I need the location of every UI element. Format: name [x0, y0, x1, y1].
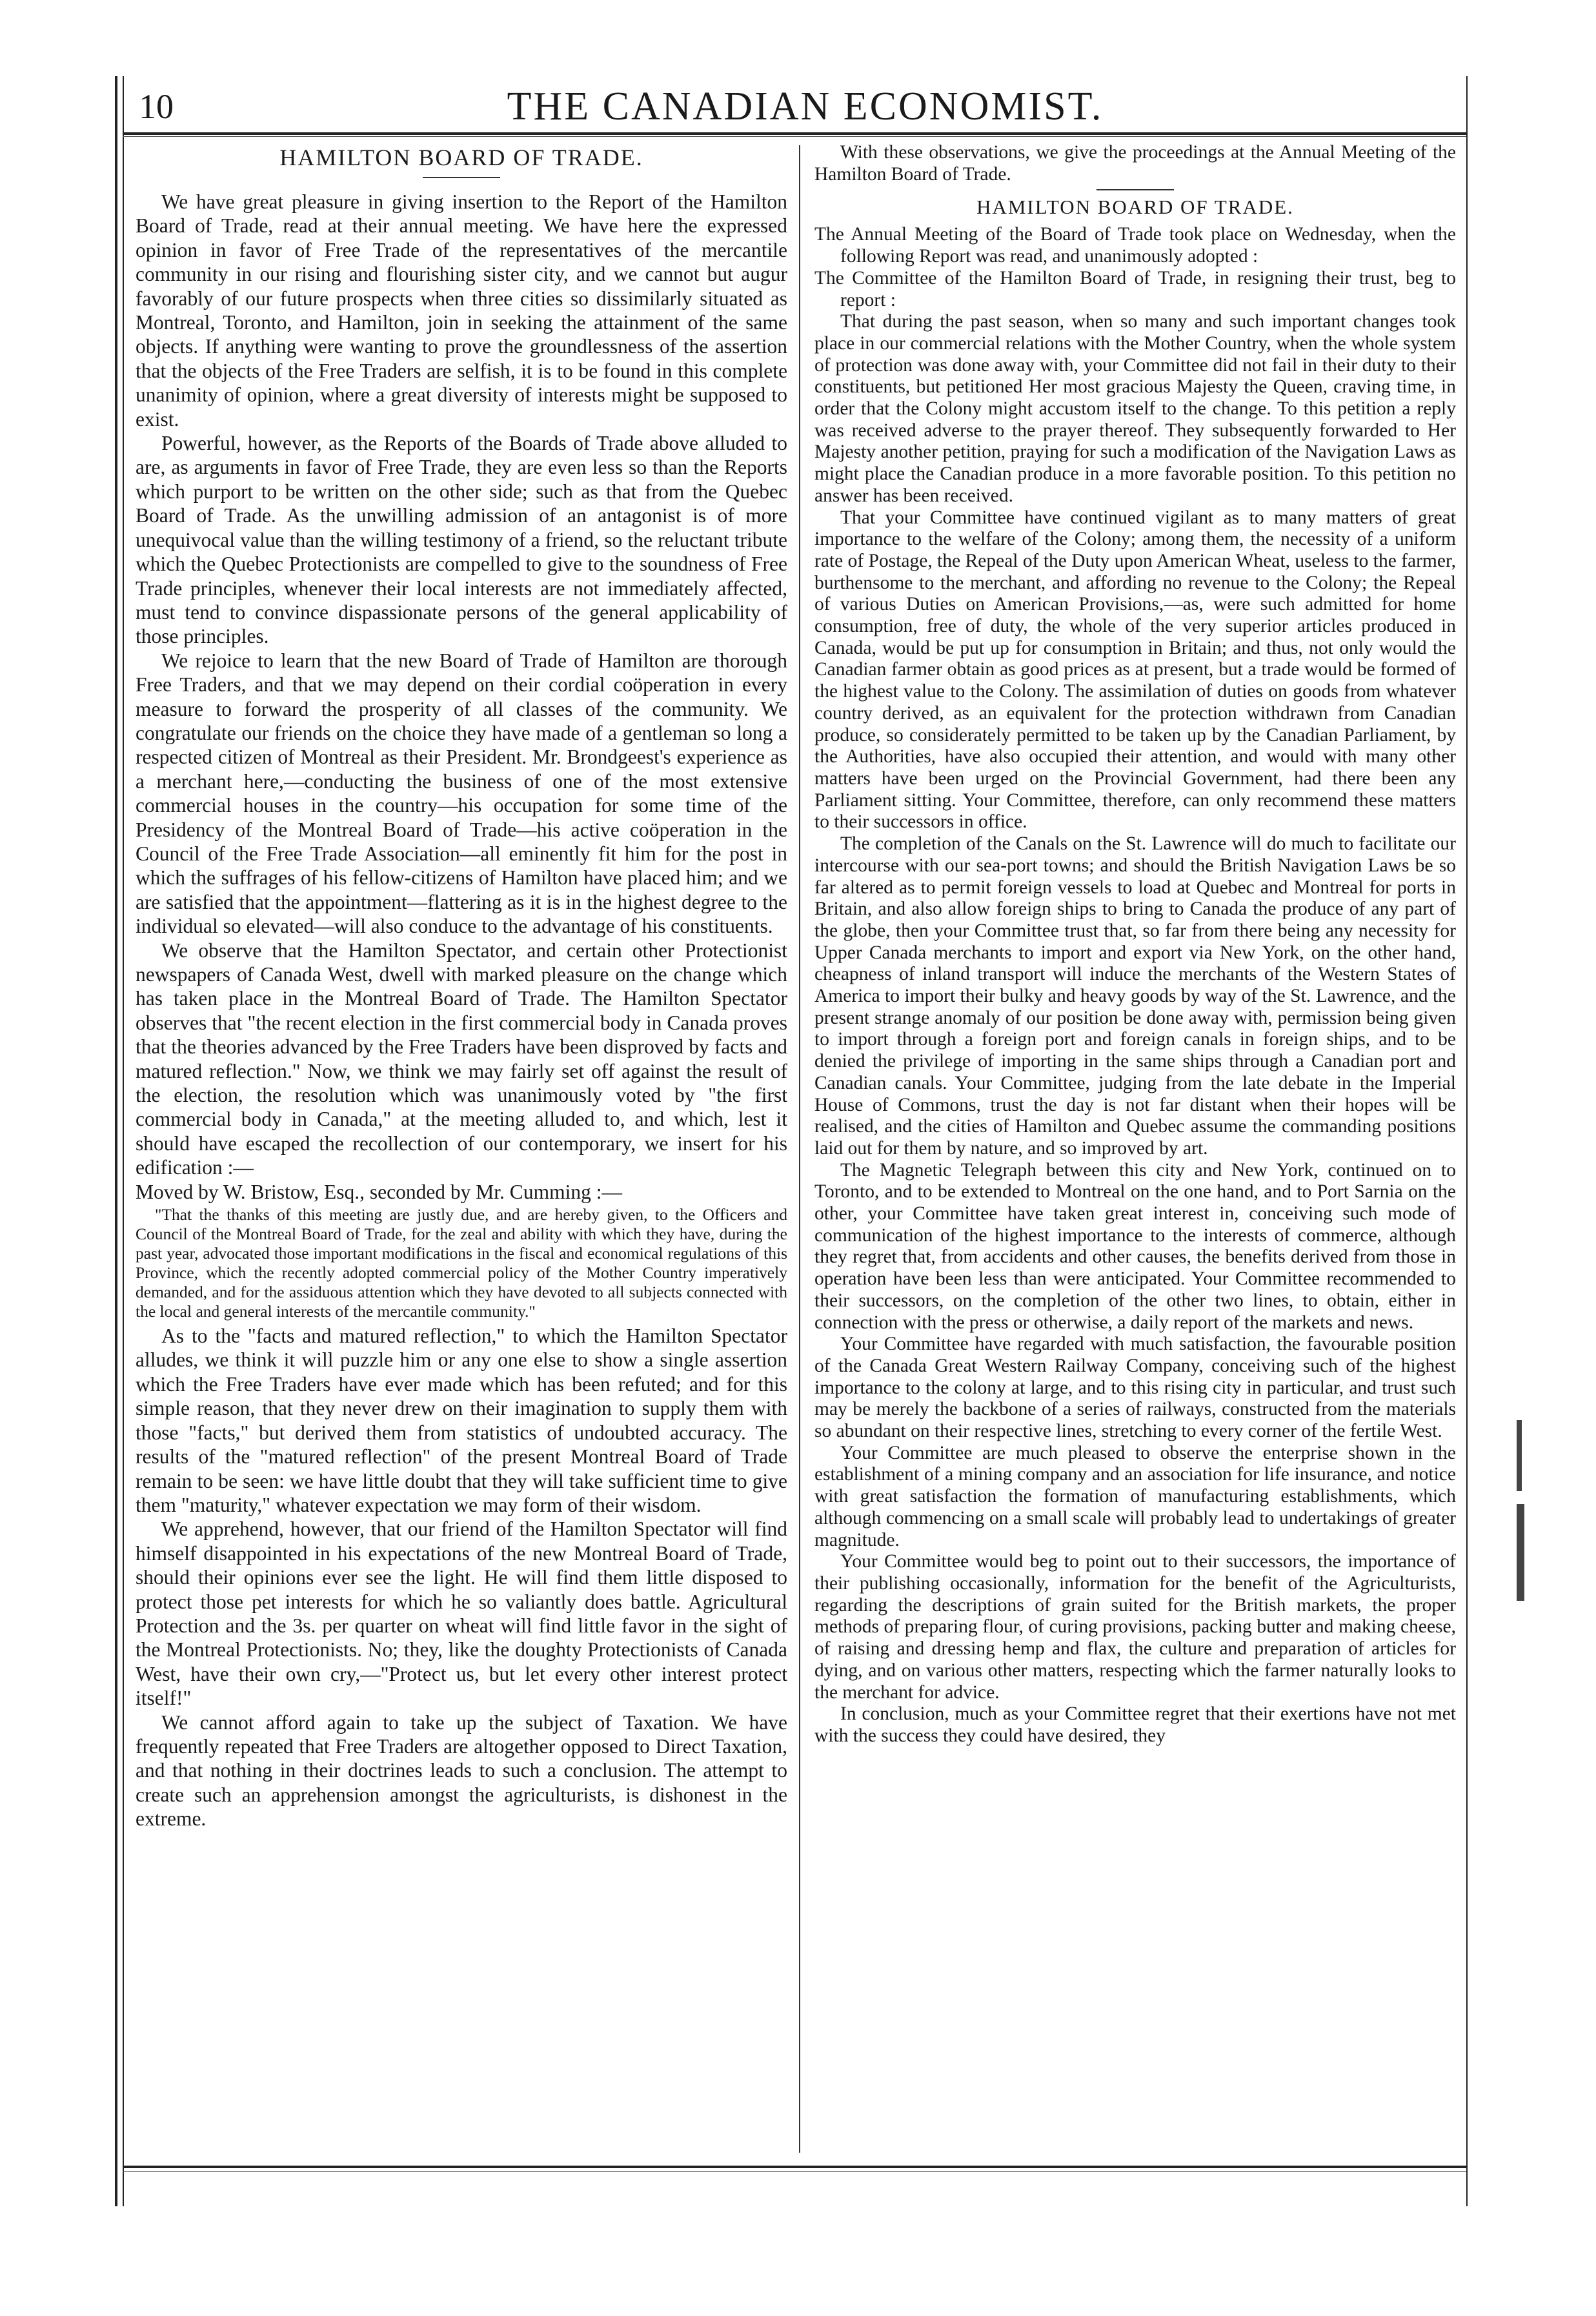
article-paragraph: We rejoice to learn that the new Board of Trade of Hamilton are thorough Free Traders, and that we may depend on their cordial coöperation in every measure to forward the prosperity of all classes of the community. We congratulate our friends on the choice they have made of a gentleman so long a respected citizen of Montreal as their President. Mr. Brondgeest's experience as a merchant here,—conducting the business of one of the most extensive commercial houses in the country—his occupation for some time of the Presidency of the Montreal Board of Trade—his active coöperation in the Council of the Free Trade Association—all eminently fit him for the post in which the suffrages of his fellow-citizens of Hamilton have placed him; and we are satisfied that the appointment—flattering as it is in the highest degree to the individual so elevated—will also conduce to the advantage of his constituents.	[136, 649, 787, 938]
footer-rule-thin	[123, 2171, 1466, 2172]
footer-rule	[123, 2166, 1466, 2168]
report-paragraph: That your Committee have continued vigilant as to many matters of great importance to the welfare of the Colony; among them, the necessity of a uniform rate of Postage, the Repeal of the Duty upon American Wheat, useless to the farmer, burthensome to the merchant, and affording no revenue to the Colony; the Repeal of various Duties on American Provisions,—as, were such admitted for home consumption, free of duty, the whole of the very superior articles produced in Canada, would be put up for consumption in Britain; and thus, not only would the Canadian farmer obtain as good prices as at present, but a trade would be formed of the highest value to the Colony. The assimilation of duties on goods from whatever country derived, as an equivalent for the protection withdrawn from Canadian produce, so considerately permitted to be taken up by the Canadian Parliament, by the Authorities, have also occupied their attention, and would with many other matters have been urged on the Provincial Government, had there been any Parliament sitting. Your Committee, therefore, can only recommend these matters to their successors in office.	[814, 507, 1456, 833]
report-paragraph: Your Committee have regarded with much satisfaction, the favourable position of the Canada Great Western Railway Company, conceiving such of the highest importance to the colony at large, and to this rising city in particular, and trust such may be merely the backbone of a series of railways, constructed from the materials so abundant on their respective lines, stretching to every corner of the fertile West.	[814, 1334, 1456, 1442]
article-paragraph: We observe that the Hamilton Spectator, and certain other Protectionist newspapers of Canada West, dwell with marked pleasure on the change which has taken place in the Montreal Board of Trade. The Hamilton Spectator observes that "the recent election in the first commercial body in Canada proves that the theories advanced by the Free Traders have been disproved by facts and matured reflection." Now, we think we may fairly set off against the result of the election, the resolution which was unanimously voted by "the first commercial body in Canada," at the meeting alluded to, and which, lest it should have escaped the recollection of our contemporary, we insert for his edification :—	[136, 939, 787, 1179]
article-paragraph: We apprehend, however, that our friend of the Hamilton Spectator will find himself disappointed in his expectations of the new Montreal Board of Trade, should their opinions ever see the light. He will find them little disposed to protect those pet interests for which he so valiantly does battle. Agricultural Protection and the 3s. per quarter on wheat will find little favor in the sight of the Montreal Protectionists. No; they, like the doughty Protectionists of Canada West, have their own cry,—"Protect us, but let every other interest protect itself!"	[136, 1518, 787, 1710]
article-paragraph: Powerful, however, as the Reports of the Boards of Trade above alluded to are, as arguments in favor of Free Trade, they are even less so than the Reports which purport to be written on the other side; such as that from the Quebec Board of Trade. As the unwilling admission of an antagonist is of more unequivocal value than the willing testimony of a friend, so the reluctant tribute which the Quebec Protectionists are compelled to give to the soundness of Free Trade principles, whenever their local interests are not immediately affected, must tend to convince dispassionate persons of the general applicability of those principles.	[136, 432, 787, 648]
report-paragraph: The Magnetic Telegraph between this city and New York, continued on to Toronto, and to be extended to Montreal on the one hand, and to Port Sarnia on the other, your Committee have taken great interest in, conceiving such mode of communication of the highest importance to the interests of commerce, although they regret that, from accidents and other causes, the benefits derived from those in operation have been less than were anticipated. Your Committee recommended to their successors, on the completion of the other two lines, to obtain, either in connection with the press or otherwise, a daily report of the markets and news.	[814, 1159, 1456, 1333]
report-paragraph: The Committee of the Hamilton Board of Trade, in resigning their trust, beg to report :	[814, 267, 1456, 310]
binding-edge-mark	[1517, 1504, 1524, 1601]
intro-rule	[1096, 189, 1174, 190]
outer-border	[115, 76, 117, 2206]
page-header	[129, 84, 1459, 129]
header-rule	[123, 132, 1466, 135]
title-rule	[423, 177, 500, 178]
report-paragraph: Your Committee would beg to point out to their successors, the importance of their publishing occasionally, information for the benefit of the Agriculturists, regarding the descriptions of grain suited for the British markets, the proper methods of preparing flour, of curing provisions, packing butter and making cheese, of raising and dressing hemp and flax, the culture and preparation of articles for dying, and on various other matters, respecting which the farmer naturally looks to the merchant for advice.	[814, 1551, 1456, 1703]
report-paragraph: In conclusion, much as your Committee regret that their exertions have not met with the success they could have desired, they	[814, 1703, 1456, 1746]
left-section-title: HAMILTON BOARD OF TRADE.	[279, 145, 643, 170]
right-column	[814, 142, 1456, 2149]
column-divider	[799, 145, 800, 2153]
left-column	[136, 142, 787, 2149]
binding-edge-mark	[1517, 1420, 1522, 1491]
header-rule-thin	[123, 136, 1466, 137]
motion-heading: Moved by W. Bristow, Esq., seconded by Mr. Cumming :—	[136, 1180, 622, 1203]
report-paragraph: Your Committee are much pleased to observe the enterprise shown in the establishment of a mining company and an association for life insurance, and notice with great satisfaction the formation of manufacturing establishments, which although commencing on a small scale will probably lead to undertakings of greater magnitude.	[814, 1442, 1456, 1550]
article-paragraph: As to the "facts and matured reflection," to which the Hamilton Spectator alludes, we think it will puzzle him or any one else to show a single assertion which the Free Traders have ever made which has been refuted; and for this simple reason, that they never drew on their imagination to supply them with those "facts," but derived them from statistics of undoubted accuracy. The results of the "matured reflection" of the present Montreal Board of Trade remain to be seen: we have little doubt that they will take sufficient time to give them "maturity," whatever expectation we may form of their wisdom.	[136, 1325, 787, 1516]
motion-quote: "That the thanks of this meeting are justly due, and are hereby given, to the Officers and Council of the Montreal Board of Trade, for the zeal and ability with which they have, during the past year, advocated those important modifications in the fiscal and economical regulations of this Province, which the recently adopted commercial policy of the Mother Country imperatively demanded, and for the assiduous attention which they have devoted to all subjects connected with the local and general interests of the mercantile community."	[136, 1205, 787, 1321]
report-paragraph: The completion of the Canals on the St. Lawrence will do much to facilitate our intercourse with our sea-port towns; and should the British Navigation Laws be so far altered as to permit foreign vessels to load at Quebec and Montreal for ports in Britain, and also allow foreign ships to bring to Canada the produce of any part of the globe, then your Committee trust that, so far from there being any necessity for Upper Canada merchants to import and export via New York, on the other hand, cheapness of inland transport will induce the merchants of the Western States of America to import their bulky and heavy goods by way of the St. Lawrence, and the present strange anomaly of our position be done away with, permission being given to import through a foreign port and foreign canals in foreign ships, and to be denied the privilege of importing in the same ships through a Canadian port and Canadian canals. Your Committee, judging from the late debate in the Imperial House of Commons, trust the day is not far distant when their hopes will be realised, and the cities of Hamilton and Quebec assume the commanding positions laid out for them by nature, and so improved by art.	[814, 833, 1456, 1159]
intro-paragraph: With these observations, we give the proceedings at the Annual Meeting of the Hamilton Board of Trade.	[814, 142, 1456, 185]
report-paragraph: The Annual Meeting of the Board of Trade took place on Wednesday, when the following Report was read, and unanimously adopted :	[814, 224, 1456, 267]
right-section-title: HAMILTON BOARD OF TRADE.	[976, 196, 1294, 219]
masthead-title: THE CANADIAN ECONOMIST.	[507, 84, 1104, 128]
article-paragraph: We have great pleasure in giving insertion to the Report of the Hamilton Board of Trade, read at their annual meeting. We have here the expressed opinion in favor of Free Trade of the representatives of the mercantile community in our rising and flourishing sister city, and we cannot but augur favorably of our future prospects when three cities so dissimilarly situated as Montreal, Toronto, and Hamilton, join in seeking the attainment of the same objects. If anything were wanting to prove the groundlessness of the assertion that the objects of the Free Traders are selfish, it is to be found in this complete unanimity of opinion, where a great diversity of interests might be supposed to exist.	[136, 190, 787, 431]
report-paragraph: That during the past season, when so many and such important changes took place in our commercial relations with the Mother Country, when the whole system of protection was done away with, your Committee did not fail in their duty to their constituents, but petitioned Her most gracious Majesty the Queen, craving time, in order that the Colony might accustom itself to the change. To this petition a reply was received adverse to the prayer thereof. They subsequently forwarded to Her Majesty another petition, praying for such a modification of the Navigation Laws as might place the Canadian produce in a more favorable position. To this petition no answer has been received.	[814, 311, 1456, 506]
page-number: 10	[139, 87, 174, 126]
article-paragraph: We cannot afford again to take up the subject of Taxation. We have frequently repeated that Free Traders are altogether opposed to Direct Taxation, and that nothing in their doctrines leads to such a conclusion. The attempt to create such an apprehension amongst the agriculturists, is dishonest in the extreme.	[136, 1711, 787, 1831]
